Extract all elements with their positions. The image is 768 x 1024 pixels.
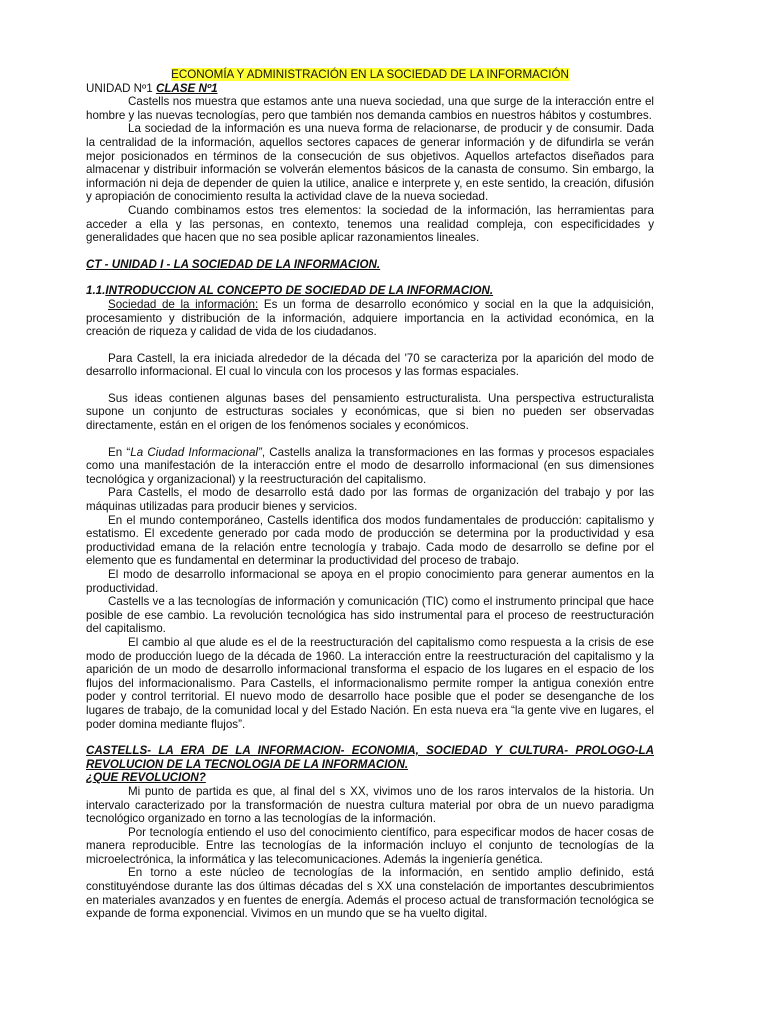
document-body [86, 68, 654, 921]
section-heading-ct: CT - UNIDAD I - LA SOCIEDAD DE LA INFORMACION. [86, 257, 381, 271]
paragraph-cambio: El cambio al que alude es el de la reestructuración del capitalismo como respuesta a la crisis de ese modo de producción luego de la década de 1960. La interacción entre la reestructuración del capitalismo y la aparición de un modo de desarrollo informacional transforma el espacio de los lugares en el espacio de los flujos del informacionalismo. Para Castells, el informacionalismo permite romper la antigua conexión entre poder y control territorial. El nuevo modo de desarrollo hace posible que el poder se desenganche de los lugares de trabajo, de la comunidad local y del Estado Nación. En esta nueva era “la gente vive en lugares, el poder domina mediante flujos”. [86, 635, 654, 731]
spacer [86, 271, 654, 284]
intro-paragraph-2: La sociedad de la información es una nueva forma de relacionarse, de producir y de consumir. Dada la centralidad de la información, aquellos sectores capaces de generar información y de difundirla se verán mejor posicionados en términos de la consecución de sus objetivos. Aquellos artefactos diseñados para almacenar y distribuir información se volverán elementos básicos de la canasta de consumo. Sin embargo, la información ni deja de depender de quien la utilice, analice e interprete y, en este sentido, la creación, difusión y apropiación de conocimiento resulta la actividad clave de la nueva sociedad. [86, 122, 654, 204]
paragraph-ciudad-informacional: En “La Ciudad Informacional”, Castells analiza la transformaciones en las formas y procesos espaciales como una manifestación de la interacción entre el modo de desarrollo informacional (en sus dimensiones tecnológica y organizacional) y la reestructuración del capitalismo. [86, 445, 655, 486]
book-title: La Ciudad Informacional” [130, 445, 262, 459]
intro-paragraph-1: Castells nos muestra que estamos ante una nueva sociedad, una que surge de la interacción entre el hombre y las nuevas tecnologías, pero que también nos demanda cambios en nuestros hábitos y costumbres. [86, 95, 654, 122]
spacer [86, 339, 654, 352]
definition-paragraph [86, 298, 654, 339]
spacer [86, 379, 654, 392]
paragraph-informacional: El modo de desarrollo informacional se apoya en el propio conocimiento para generar aumentos en la productividad. [86, 568, 654, 595]
definition-term: Sociedad de la información: [108, 297, 259, 311]
paragraph-mundo-contemporaneo: En el mundo contemporáneo, Castells identifica dos modos fundamentales de producción: capitalismo y estatismo. El excedente generado por cada modo de producción se determina por la productividad y esa productividad emana de la relación entre tecnología y trabajo. Cada modo de desarrollo se define por el elemento que es fundamental en determinar la productividad del proceso de trabajo. [86, 513, 654, 568]
paragraph-modo-desarrollo: Para Castells, el modo de desarrollo está dado por las formas de organización del trabajo y por las máquinas utilizadas para producir bienes y servicios. [86, 486, 654, 514]
paragraph-tic: Castells ve a las tecnologías de información y comunicación (TIC) como el instrumento principal que hace posible de ese cambio. La revolución tecnológica has sido instrumental para el proceso de reestructuración del capitalismo. [86, 595, 654, 636]
section-number: 1.1. [86, 284, 106, 298]
definition-text: Es un forma de desarrollo económico y social en la que la adquisición, procesamiento y distribución de la información, adquiere importancia en la actividad económica, en la creación de riqueza y calidad de vida de los ciudadanos. [86, 297, 654, 339]
spacer [86, 433, 654, 446]
section-title: INTRODUCCION AL CONCEPTO DE SOCIEDAD DE LA INFORMACION. [105, 284, 494, 298]
unit-label: UNIDAD Nº1 [86, 81, 156, 95]
document-title: ECONOMÍA Y ADMINISTRACIÓN EN LA SOCIEDAD DE LA INFORMACIÓN [171, 68, 569, 81]
paragraph-structuralism: Sus ideas contienen algunas bases del pensamiento estructuralista. Una perspectiva estructuralista supone un conjunto de estructuras sociales y económicas, que si bien no pueden ser observadas directamente, están en el origen de los fenómenos sociales y económicos. [86, 391, 654, 433]
paragraph-tecnologia: Por tecnología entiendo el uso del conocimiento científico, para especificar modos de hacer cosas de manera reproducible. Entre las tecnologías de la información incluyo el conjunto de tecnologías de la microelectrónica, la informática y las telecomunicaciones. Además la ingeniería genética. [86, 825, 654, 866]
section-heading-que-revolucion: ¿QUE REVOLUCION? [86, 771, 206, 785]
paragraph-punto-partida: Mi punto de partida es que, al final del s XX, vivimos uno de los raros intervalos de la historia. Un intervalo caracterizado por la transformación de nuestra cultura material por obra de un nuevo paradigma tecnológico organizado en torno a las tecnologías de la información. [86, 784, 654, 826]
paragraph-nucleo: En torno a este núcleo de tecnologías de la información, en sentido amplio definido, está constituyéndose durante las dos últimas décadas del s XX una constelación de importantes descubrimientos en materiales avanzados y en fuentes de energía. Además el proceso actual de transformación tecnológica se expande de forma exponencial. Vivimos en un mundo que se ha vuelto digital. [86, 866, 654, 921]
spacer [86, 731, 654, 744]
spacer [86, 245, 654, 258]
unit-line [86, 82, 654, 96]
intro-paragraph-3: Cuando combinamos estos tres elementos: la sociedad de la información, las herramientas para acceder a ella y las personas, en contexto, tenemos una realidad compleja, con especificidades y generalidades que hacen que no sea posible aplicar razonamientos lineales. [86, 203, 654, 245]
paragraph-castell-era: Para Castell, la era iniciada alrededor de la década del '70 se caracteriza por la aparición del modo de desarrollo informacional. El cual lo vincula con los procesos y las formas espaciales. [86, 351, 654, 379]
section-heading-castells: CASTELLS- LA ERA DE LA INFORMACION- ECONOMIA, SOCIEDAD Y CULTURA- PROLOGO-LA REVOLUCION DE LA TECNOLOGIA DE LA INFORMACION. [86, 744, 654, 771]
class-label: CLASE Nº1 [155, 81, 218, 95]
section-heading-1-1 [86, 284, 654, 298]
